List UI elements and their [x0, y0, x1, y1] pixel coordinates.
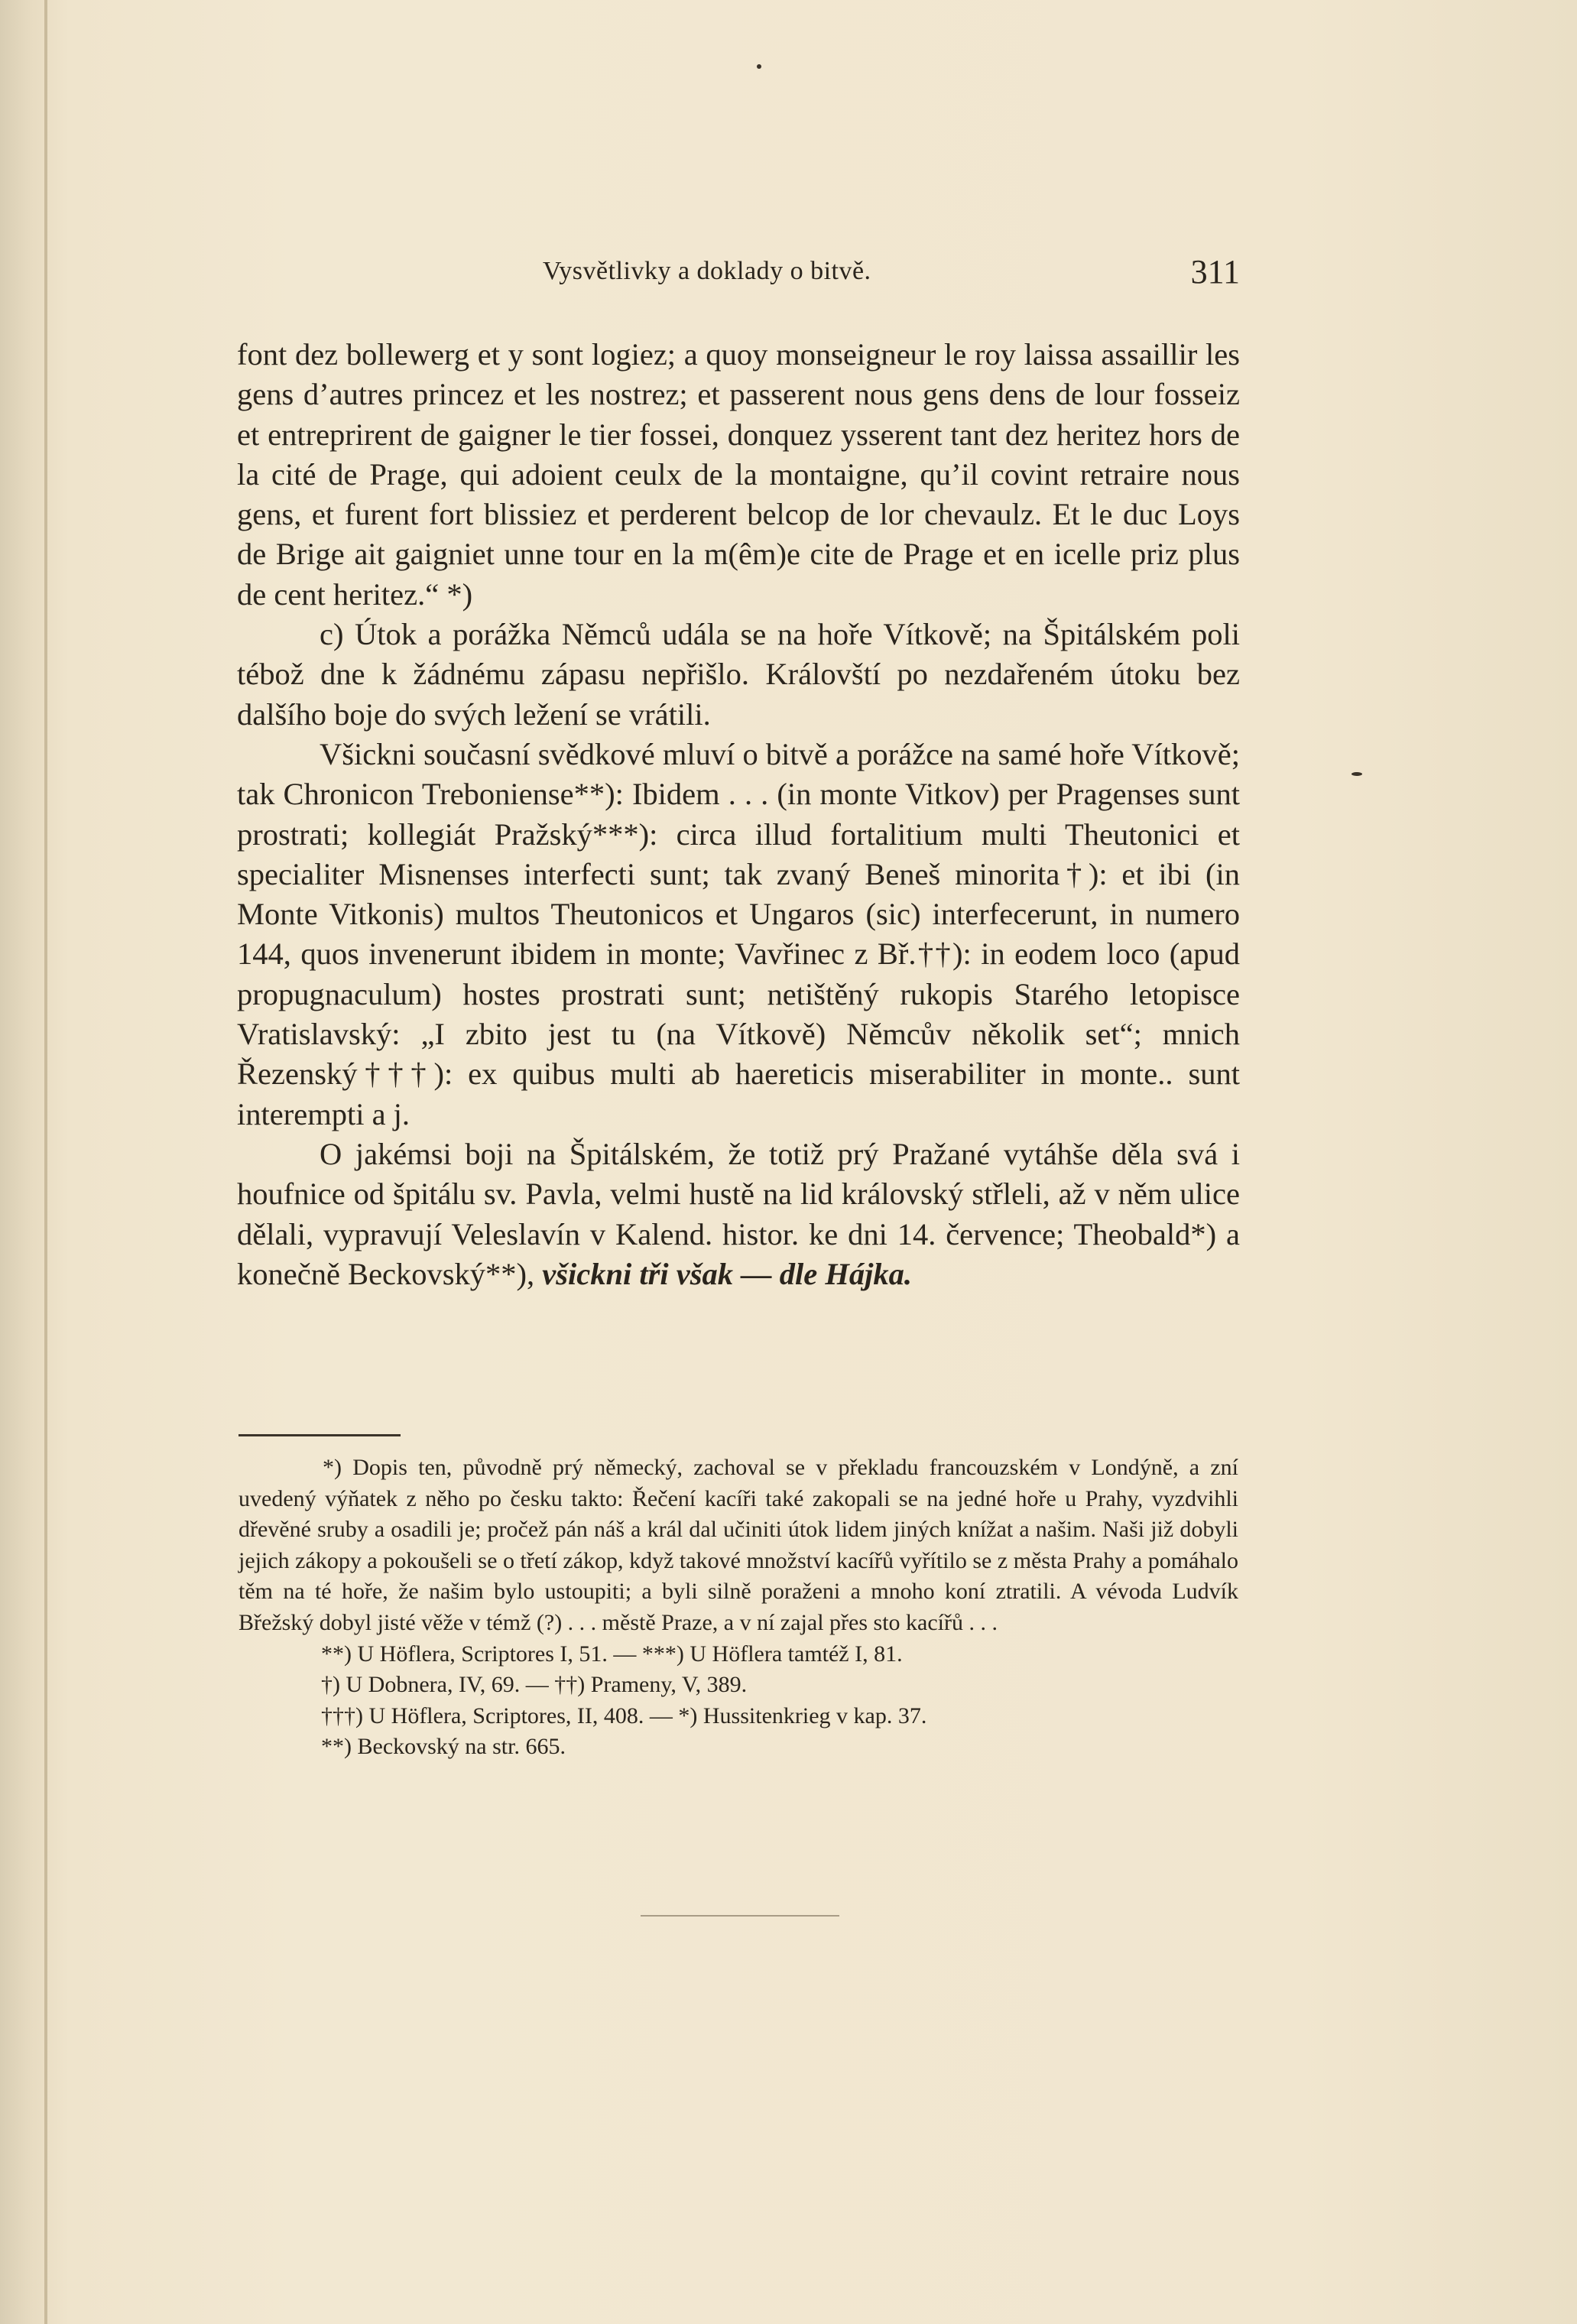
emphasized-conclusion: všickni tři však — dle Hájka. [542, 1256, 912, 1291]
footnote-hofler: **) U Höflera, Scriptores I, 51. — ***) U Höflera tamtéž I, 81. [321, 1641, 903, 1667]
footnote-separator [238, 1434, 401, 1436]
paragraph-letter-quote: font dez bollewerg et y sont logiez; a quoy monseigneur le roy laissa assaillir les gens d’autres princez et les nostrez; et passerent nous gens dens de lour fosseiz et entreprirent de gaigner le tier fossei, donquez ysserent tant dez heritez hors de la cité de Prage, qui adoient ceulx de la montaigne, qu’il covint retraire nous gens, et furent fort blissiez et perderent belcop de lor chevaulz. Et le duc Loys de Brige ait gaigniet unne tour en la m(êm)e cite de Prage et en icelle priz plus de cent heritez.“ *) [237, 337, 1240, 612]
footnote-letter-translation: *) Dopis ten, původně prý německý, zachoval se v překladu francouzském v Londýně, a zní uvedený výňatek z něho po česku takto: Řečení kacíři také zakopali se na jedné hoře u Prahy, vyzdvihli dřevěné sruby a osadili je; pročež pán náš a král dal učiniti útok lidem jiných knížat a našim. Naši již dobyli jejich zákopy a pokoušeli se o třetí zákop, když takové množství kacířů vyřítilo se z města Prahy a pomáhalo těm na té hoře, že našim bylo ustoupiti; a byli silně poraženi a mnoho koní ztratili. A vévoda Ludvík Břežský dobyl jisté věže v témž (?) . . . městě Praze, a v ní zajal přes sto kacířů . . . [238, 1455, 1238, 1635]
paper-speck [757, 64, 761, 69]
page-header [237, 252, 1240, 298]
paragraph-witnesses: Všickni současní svědkové mluví o bitvě a porážce na samé hoře Vítkově; tak Chronicon Treboniense**): Ibidem . . . (in monte Vitkov) per Pragenses sunt prostrati; kollegiát Pražský***): circa illud fortalitium multi Theutonici et specialiter Misnenses interfecti sunt; tak zvaný Beneš minorita†): et ibi (in Monte Vitkonis) multos Theutonicos et Ungaros (sic) interfecerunt, in numero 144, quos invenerunt ibidem in monte; Vavřinec z Bř.††): in eodem loco (apud propugnaculum) hostes prostrati sunt; netištěný rukopis Starého letopisce Vratislavský: „I zbito jest tu (na Vítkově) Němcův několik set“; mnich Řezenský†††): ex quibus multi ab haereticis miserabiliter in monte.. sunt interempti a j. [237, 736, 1240, 1131]
footnote-hofler-scriptores: †††) U Höflera, Scriptores, II, 408. — *) Hussitenkrieg v kap. 37. [321, 1702, 927, 1728]
footnote-dobner: †) U Dobnera, IV, 69. — ††) Prameny, V, 389. [321, 1672, 748, 1698]
binding-gutter [44, 0, 47, 2324]
footnotes [238, 1452, 1238, 1763]
paragraph-text: O jakémsi boji na Špitálském, že totiž prý Pražané vytáhše děla svá i houfnice od špitálu sv. Pavla, velmi hustě na lid královský střleli, až v něm ulice dělali, vypravují Veleslavín v Kalend. histor. ke dni 14. července; Theobald*) a konečně Beckovský**), [237, 1136, 1240, 1291]
running-title: Vysvětlivky a doklady o bitvě. [543, 257, 871, 285]
paragraph-spitalske-battle [237, 1134, 1240, 1294]
paper-speck [1351, 772, 1362, 776]
paragraph-section-c: c) Útok a porážka Němců udála se na hoře Vítkově; na Špitálském poli tébož dne k žádnému zápasu nepřišlo. Královští po nezdařeném útoku bez dalšího boje do svých ležení se vrátili. [237, 617, 1240, 732]
page-number: 311 [1190, 253, 1240, 290]
footnote-beckovsky: **) Beckovský na str. 665. [321, 1734, 566, 1760]
main-text [237, 335, 1240, 1294]
end-separator [641, 1915, 839, 1917]
